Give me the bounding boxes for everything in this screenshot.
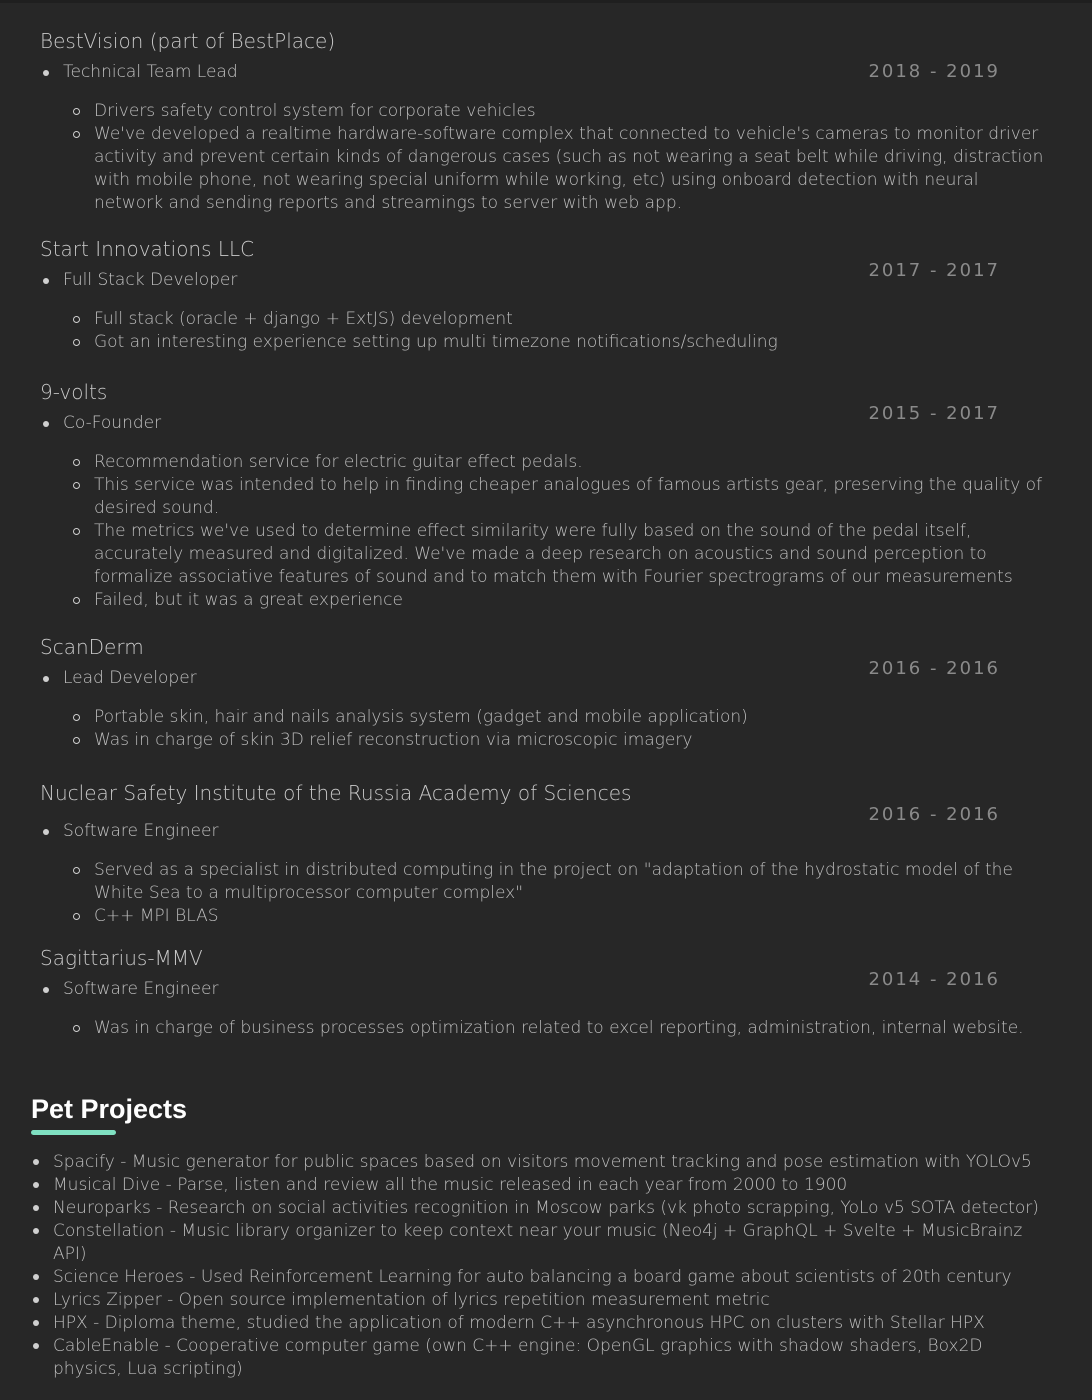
list-item: Drivers safety control system for corporate vehicles <box>94 100 1050 123</box>
experience-entry <box>40 633 1050 752</box>
job-title: Full Stack Developer <box>40 266 237 294</box>
job-title: Co-Founder <box>40 409 161 437</box>
list-item: CableEnable - Cooperative computer game (own C++ engine: OpenGL graphics with shadow shaders, Box2D physics, Lua scripting) <box>53 1335 1053 1381</box>
list-item: Constellation - Music library organizer to keep context near your music (Neo4j + GraphQL + Svelte + MusicBrainz API) <box>53 1220 1053 1266</box>
company-name: BestVision (part of BestPlace) <box>40 29 336 53</box>
list-item: Portable skin, hair and nails analysis system (gadget and mobile application) <box>94 706 1050 729</box>
responsibility-list <box>40 859 1050 928</box>
list-item: Spacify - Music generator for public spaces based on visitors movement tracking and pose estimation with YOLOv5 <box>53 1151 1053 1174</box>
list-item: Neuroparks - Research on social activities recognition in Moscow parks (vk photo scrapping, YoLo v5 SOTA detector) <box>53 1197 1053 1220</box>
list-item: Science Heroes - Used Reinforcement Learning for auto balancing a board game about scientists of 20th century <box>53 1266 1053 1289</box>
list-item: C++ MPI BLAS <box>94 905 1050 928</box>
company-name: 9-volts <box>40 380 108 404</box>
list-item: The metrics we've used to determine effect similarity were fully based on the sound of the pedal itself, accurately measured and digitalized. We've made a deep research on acoustics and sound perception to formalize associative features of sound and to match them with Fourier spectrograms of our measurements <box>94 520 1050 589</box>
section-title-pet-projects: Pet Projects <box>31 1094 188 1124</box>
responsibility-list <box>40 706 1050 752</box>
list-item: Was in charge of business processes optimization related to excel reporting, administration, internal website. <box>94 1017 1050 1040</box>
list-item: Was in charge of skin 3D relief reconstruction via microscopic imagery <box>94 729 1050 752</box>
job-title: Software Engineer <box>40 975 218 1003</box>
pet-projects-list <box>31 1151 1053 1381</box>
list-item: Got an interesting experience setting up multi timezone notifications/scheduling <box>94 331 1050 354</box>
job-title: Technical Team Lead <box>40 58 238 86</box>
section-title-underline <box>31 1130 116 1135</box>
company-name: ScanDerm <box>40 635 144 659</box>
responsibility-list <box>40 1017 1050 1040</box>
company-name: Start Innovations LLC <box>40 237 255 261</box>
experience-entry <box>40 235 1050 354</box>
date-range: 2017 - 2017 <box>868 260 1000 281</box>
list-item: We've developed a realtime hardware-software complex that connected to vehicle's cameras to monitor driver activity and prevent certain kinds of dangerous cases (such as not wearing a seat belt while driving, distraction with mobile phone, not wearing special uniform while working, etc) using onboard detection with neural network and sending reports and streamings to server with web app. <box>94 123 1050 215</box>
experience-entry <box>40 27 1050 215</box>
list-item: Recommendation service for electric guitar effect pedals. <box>94 451 1050 474</box>
company-name: Sagittarius-MMV <box>40 946 203 970</box>
role-row <box>40 260 1050 294</box>
list-item: Lyrics Zipper - Open source implementation of lyrics repetition measurement metric <box>53 1289 1053 1312</box>
date-range: 2014 - 2016 <box>868 969 1000 990</box>
top-edge <box>0 0 1092 3</box>
responsibility-list <box>40 308 1050 354</box>
role-row <box>40 658 1050 692</box>
list-item: HPX - Diploma theme, studied the application of modern C++ asynchronous HPC on clusters with Stellar HPX <box>53 1312 1053 1335</box>
list-item: Served as a specialist in distributed computing in the project on "adaptation of the hydrostatic model of the White Sea to a multiprocessor computer complex" <box>94 859 1050 905</box>
role-row <box>40 969 1050 1003</box>
job-title: Lead Developer <box>40 664 197 692</box>
list-item: This service was intended to help in finding cheaper analogues of famous artists gear, preserving the quality of desired sound. <box>94 474 1050 520</box>
list-item: Full stack (oracle + django + ExtJS) development <box>94 308 1050 331</box>
date-range: 2016 - 2016 <box>868 658 1000 679</box>
list-item: Failed, but it was a great experience <box>94 589 1050 612</box>
responsibility-list <box>40 100 1050 215</box>
experience-entry <box>40 779 1050 928</box>
list-item: Musical Dive - Parse, listen and review all the music released in each year from 2000 to 1900 <box>53 1174 1053 1197</box>
responsibility-list <box>40 451 1050 612</box>
role-row <box>40 403 1050 437</box>
company-name: Nuclear Safety Institute of the Russia Academy of Sciences <box>40 781 632 805</box>
date-range: 2015 - 2017 <box>868 403 1000 424</box>
role-row <box>40 804 1050 845</box>
date-range: 2016 - 2016 <box>868 804 1000 825</box>
experience-entry <box>40 378 1050 612</box>
job-title: Software Engineer <box>40 817 218 845</box>
experience-entry <box>40 944 1050 1040</box>
date-range: 2018 - 2019 <box>868 61 1000 82</box>
role-row <box>40 58 1050 86</box>
